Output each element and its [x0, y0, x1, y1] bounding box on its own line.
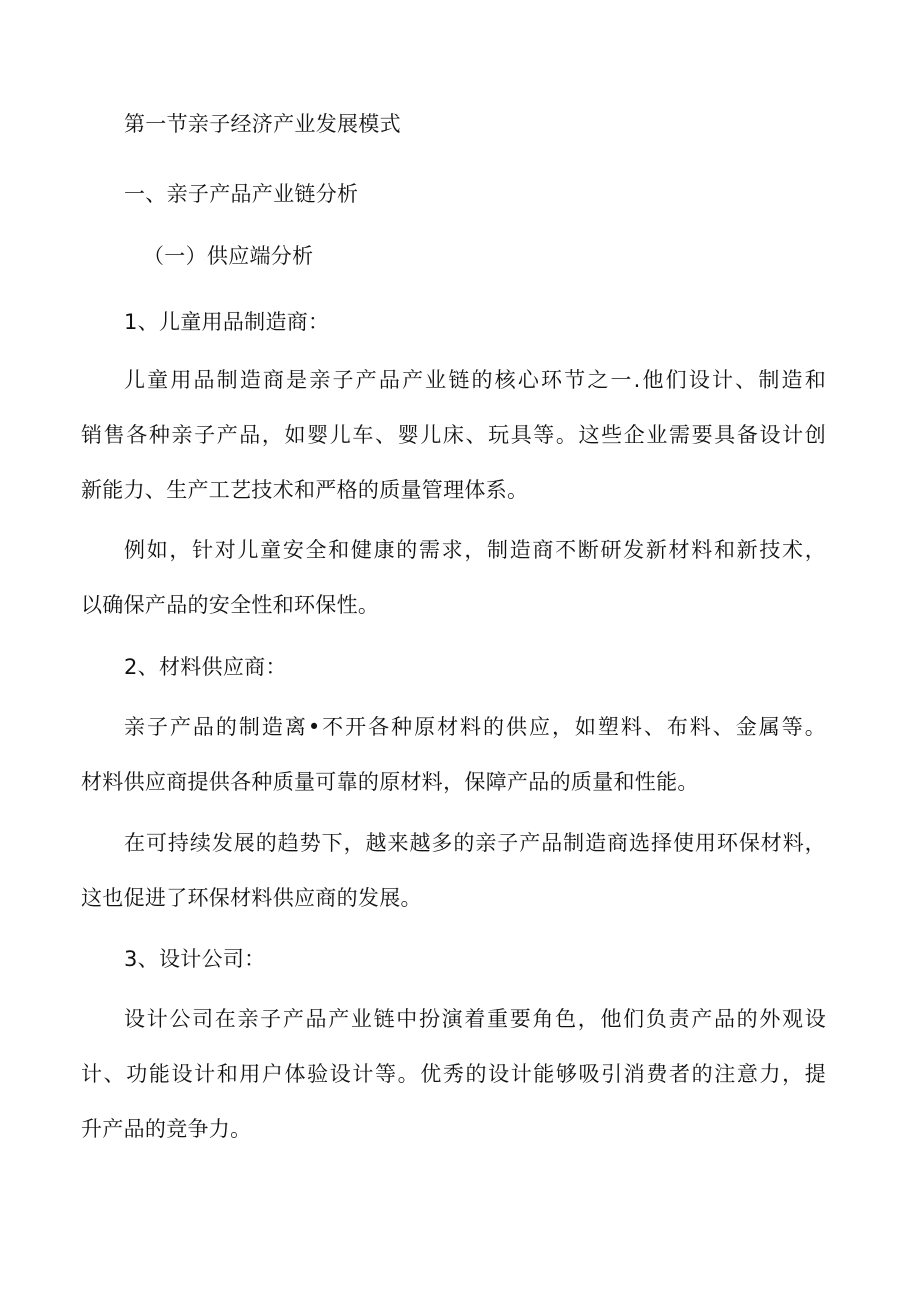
- section-title: 第一节亲子经济产业发展模式: [124, 112, 401, 136]
- item-2-title: 2、材料供应商：: [124, 655, 287, 679]
- item-1-title: 1、儿童用品制造商：: [124, 310, 330, 334]
- paragraph-line: 材料供应商提供各种质量可靠的原材料，保障产品的质量和性能。: [81, 770, 699, 794]
- paragraph-line: 升产品的竞争力。: [81, 1117, 252, 1141]
- paragraph-line: 儿童用品制造商是亲子产品产业链的核心环节之一.他们设计、制造和: [124, 368, 826, 392]
- heading-level-2: （一）供应端分析: [143, 244, 314, 268]
- paragraph-line: 销售各种亲子产品，如婴儿车、婴儿床、玩具等。这些企业需要具备设计创: [81, 423, 826, 447]
- paragraph-line: 亲子产品的制造离•不开各种原材料的供应，如塑料、布料、金属等。: [124, 715, 826, 739]
- paragraph-line: 以确保产品的安全性和环保性。: [81, 593, 380, 617]
- paragraph-line: 例如，针对儿童安全和健康的需求，制造商不断研发新材料和新技术，: [124, 538, 826, 562]
- paragraph-line: 新能力、生产工艺技术和严格的质量管理体系。: [81, 478, 529, 502]
- item-3-title: 3、设计公司：: [124, 947, 266, 971]
- paragraph-line: 设计公司在亲子产品产业链中扮演着重要角色，他们负责产品的外观设: [124, 1007, 826, 1031]
- paragraph-line: 计、功能设计和用户体验设计等。优秀的设计能够吸引消费者的注意力，提: [81, 1062, 826, 1086]
- heading-level-1: 一、亲子产品产业链分析: [124, 182, 359, 206]
- paragraph-line: 在可持续发展的趋势下，越来越多的亲子产品制造商选择使用环保材料，: [124, 831, 826, 855]
- paragraph-line: 这也促进了环保材料供应商的发展。: [81, 886, 422, 910]
